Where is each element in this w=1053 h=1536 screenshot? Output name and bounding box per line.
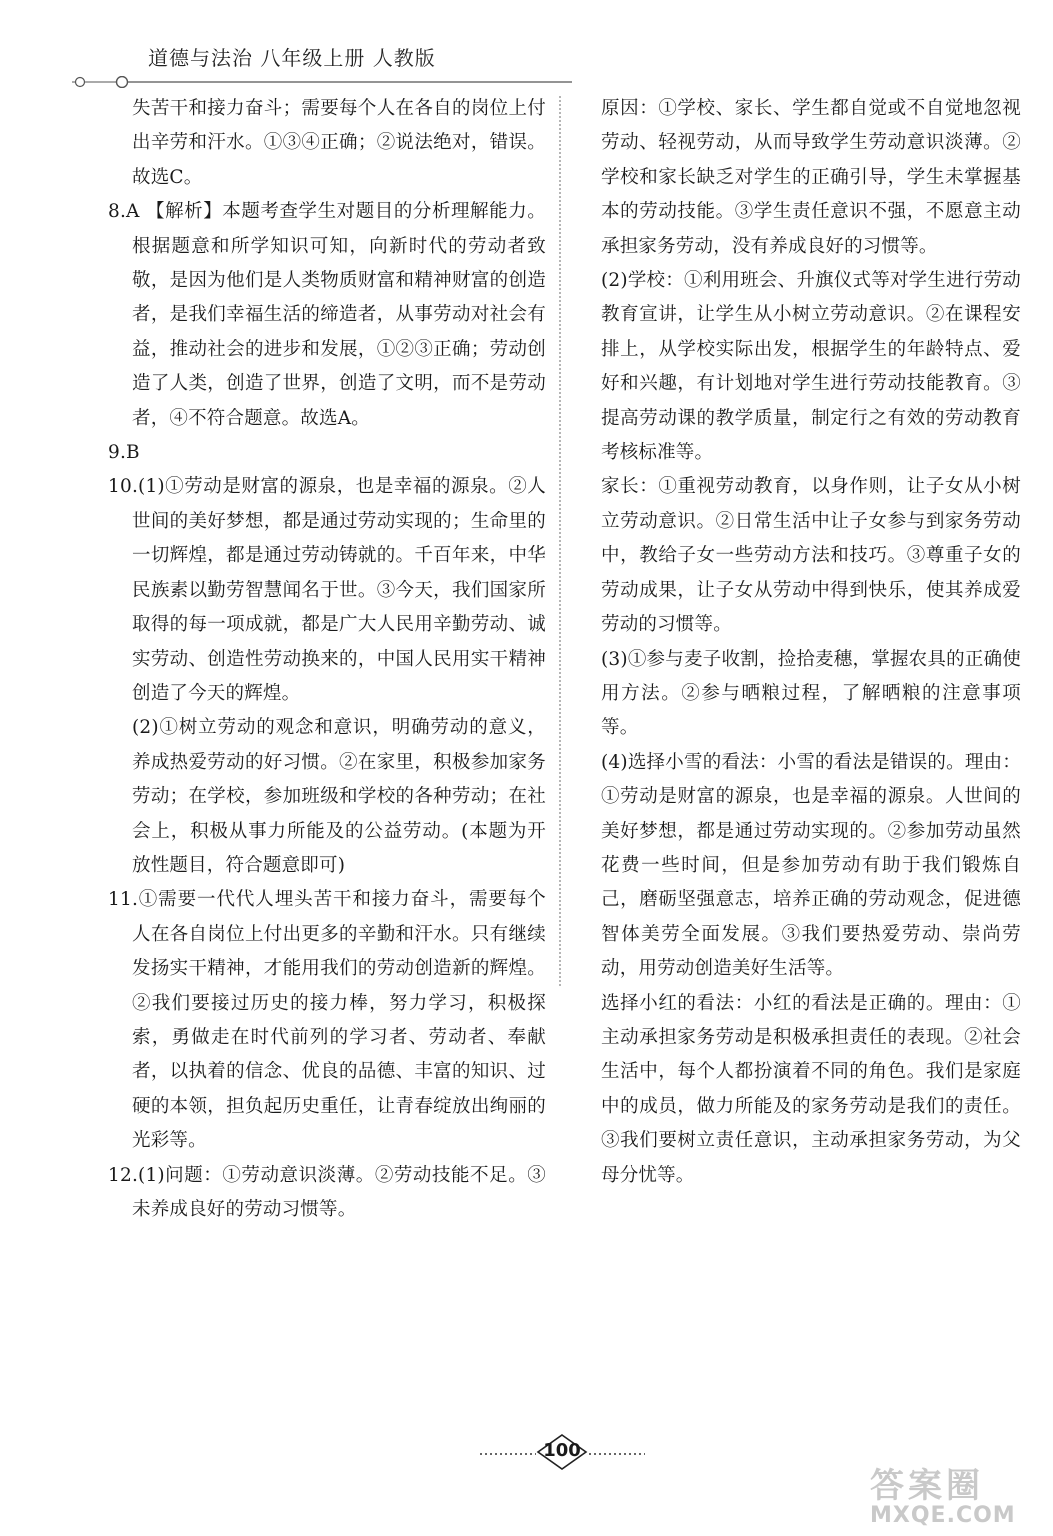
watermark-logo-text: 答案圈 bbox=[870, 1466, 984, 1506]
answer-10-part-1: 10.(1)①劳动是财富的源泉，也是幸福的源泉。②人世间的美好梦想，都是通过劳动实现的；生命里的一切辉煌，都是通过劳动铸就的。千百年来，中华民族素以勤劳智慧闻名于世。③今天，我们国家所取得的每一项成就，都是广大人民用辛勤劳动、诚实劳动、创造性劳动换来的，中国人民用实干精神创造了今天的辉煌。 bbox=[108, 476, 546, 704]
watermark-domain: MXQE.COM bbox=[870, 1503, 1016, 1528]
answer-12-part-1: 12.(1)问题：①劳动意识淡薄。②劳动技能不足。③未养成良好的劳动习惯等。 bbox=[108, 1164, 546, 1220]
answer-12-reasons: 原因：①学校、家长、学生都自觉或不自觉地忽视劳动、轻视劳动，从而导致学生劳动意识淡薄。②学校和家长缺乏对学生的正确引导，学生未掌握基本的劳动技能。③学生责任意识不强，不愿意主动承担家务劳动，没有养成良好的习惯等。 bbox=[601, 98, 1021, 257]
answer-12-part-4-xiaoxue: (4)选择小雪的看法：小雪的看法是错误的。理由：①劳动是财富的源泉，也是幸福的源泉。人世间的美好梦想，都是通过劳动实现的。②参加劳动虽然花费一些时间，但是参加劳动有助于我们锻炼自己，磨砺坚强意志，培养正确的劳动观念，促进德智体美劳全面发展。③我们要热爱劳动、崇尚劳动，用劳动创造美好生活等。 bbox=[601, 751, 1021, 980]
answer-11: 11.①需要一代代人埋头苦干和接力奋斗，需要每个人在各自岗位上付出更多的辛勤和汗水。只有继续发扬实干精神，才能用我们的劳动创造新的辉煌。②我们要接过历史的接力棒，努力学习，积极探索，勇做走在时代前列的学习者、劳动者、奉献者，以执着的信念、优良的品德、丰富的知识、过硬的本领，担负起历史重任，让青春绽放出绚丽的光彩等。 bbox=[108, 889, 546, 1152]
watermark bbox=[870, 1468, 1040, 1530]
answer-12-part-4-xiaohong: 选择小红的看法：小红的看法是正确的。理由：①主动承担家务劳动是积极承担责任的表现。②社会生活中，每个人都扮演着不同的角色。我们是家庭中的成员，做力所能及的家务劳动是我们的责任。③我们要树立责任意识，主动承担家务劳动，为父母分忧等。 bbox=[601, 992, 1021, 1186]
answer-10-part-2: (2)①树立劳动的观念和意识，明确劳动的意义，养成热爱劳动的好习惯。②在家里，积极参加家务劳动；在学校，参加班级和学校的各种劳动；在社会上，积极从事力所能及的公益劳动。(本题为开放性题目，符合题意即可) bbox=[132, 717, 546, 876]
answer-12-part-3: (3)①参与麦子收割，捡拾麦穗，掌握农具的正确使用方法。②参与晒粮过程，了解晒粮的注意事项等。 bbox=[601, 648, 1021, 739]
answer-12-school: (2)学校：①利用班会、升旗仪式等对学生进行劳动教育宣讲，让学生从小树立劳动意识。②在课程安排上，从学校实际出发，根据学生的年龄特点、爱好和兴趣，有计划地对学生进行劳动技能教育。③提高劳动课的教学质量，制定行之有效的劳动教育考核标准等。 bbox=[601, 270, 1021, 464]
answer-8: 8.A 【解析】本题考查学生对题目的分析理解能力。根据题意和所学知识可知，向新时代的劳动者致敬，是因为他们是人类物质财富和精神财富的创造者，是我们幸福生活的缔造者，从事劳动对社会有益，推动社会的进步和发展，①②③正确；劳动创造了人类，创造了世界，创造了文明，而不是劳动者，④不符合题意。故选A。 bbox=[108, 201, 546, 429]
column-divider bbox=[559, 96, 561, 986]
answer-12-parents: 家长：①重视劳动教育，以身作则，让子女从小树立劳动意识。②日常生活中让子女参与到家务劳动中，教给子女一些劳动方法和技巧。③尊重子女的劳动成果，让子女从劳动中得到快乐，使其养成爱劳动的习惯等。 bbox=[601, 476, 1021, 636]
page-number: 100 bbox=[543, 1440, 581, 1461]
answer-9: 9.B bbox=[108, 442, 140, 464]
answer-7-continued: 失苦干和接力奋斗；需要每个人在各自的岗位上付出辛劳和汗水。①③④正确；②说法绝对，错误。故选C。 bbox=[132, 98, 546, 188]
right-column bbox=[601, 92, 1021, 1193]
book-title: 道德与法治 八年级上册 人教版 bbox=[148, 46, 436, 70]
left-column bbox=[108, 92, 546, 1227]
header-rule bbox=[72, 76, 572, 88]
